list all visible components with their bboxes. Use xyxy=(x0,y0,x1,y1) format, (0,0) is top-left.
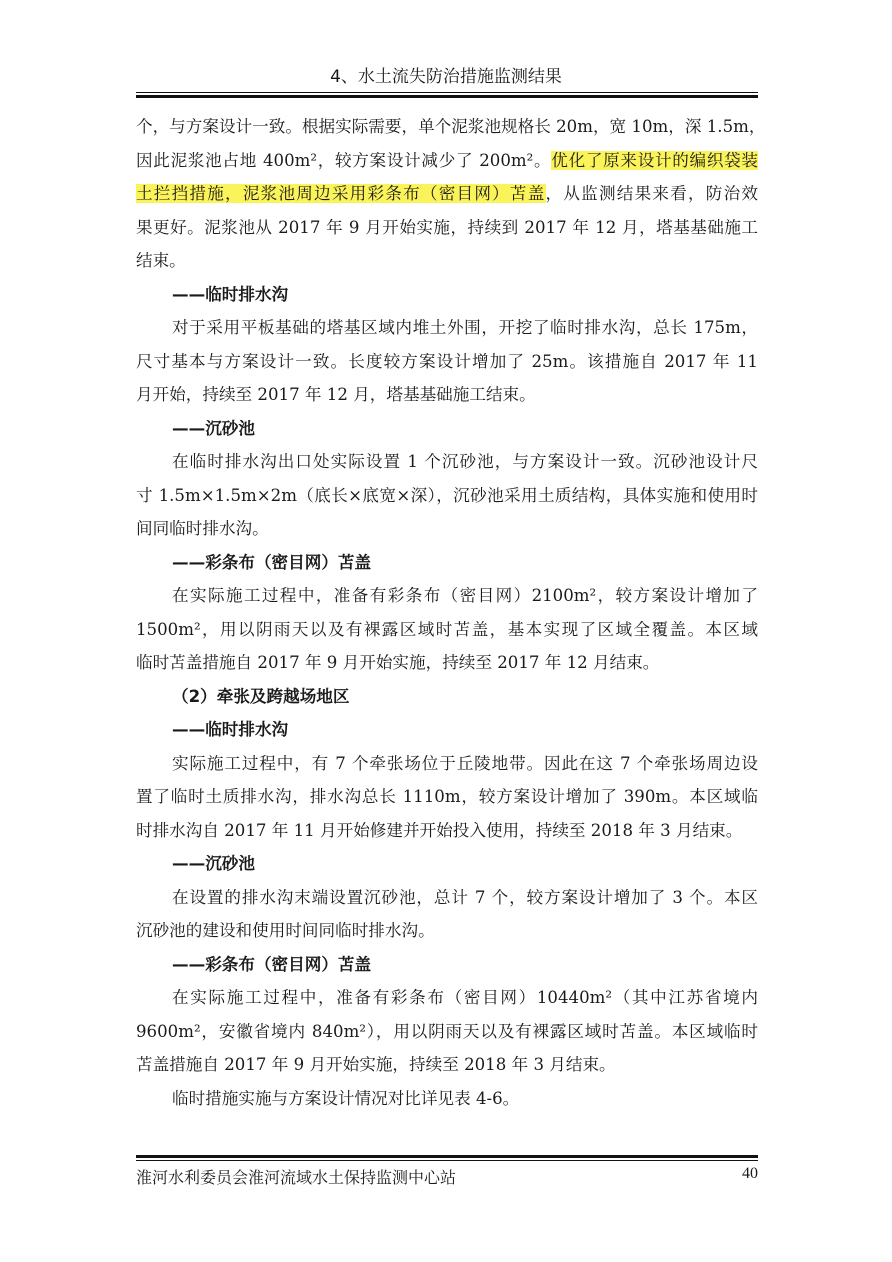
text-line xyxy=(136,378,758,412)
text-segment: 结束。 xyxy=(136,251,186,270)
text-line xyxy=(136,445,758,479)
subheading: ——沉砂池 xyxy=(172,418,255,438)
text-line xyxy=(136,1015,758,1049)
text-line xyxy=(136,981,758,1015)
text-line xyxy=(136,1048,758,1082)
text-segment: 果更好。泥浆池从 2017 年 9 月开始实施，持续到 2017 年 12 月，塔基基础施工 xyxy=(136,217,758,237)
text-line xyxy=(136,613,758,647)
text-segment: 沉砂池的建设和使用时间同临时排水沟。 xyxy=(136,921,435,940)
subheading: ——彩条布（密目网）苫盖 xyxy=(172,954,372,974)
highlighted-text: 优化了原来设计的编织袋装 xyxy=(551,150,759,170)
text-line xyxy=(136,211,758,245)
paragraph xyxy=(136,110,766,278)
footer-organization: 淮河水利委员会淮河流域水土保持监测中心站 xyxy=(136,1168,457,1187)
text-segment: 间同临时排水沟。 xyxy=(136,519,269,538)
paragraph xyxy=(136,981,758,1082)
paragraph xyxy=(136,1082,758,1116)
text-line xyxy=(136,177,758,211)
text-line xyxy=(136,914,758,948)
subheading: ——临时排水沟 xyxy=(172,720,289,739)
highlighted-text: 土拦挡措施，泥浆池周边采用彩条布（密目网）苫盖 xyxy=(136,184,546,203)
footer-rule-thin xyxy=(136,1160,758,1161)
text-line xyxy=(136,747,758,781)
text-segment: 临时措施实施与方案设计情况对比详见表 4-6。 xyxy=(172,1088,520,1108)
text-line xyxy=(136,814,758,848)
text-line xyxy=(136,1082,758,1116)
text-line xyxy=(136,244,758,278)
text-line xyxy=(136,110,766,144)
text-line xyxy=(136,646,758,680)
text-line xyxy=(136,345,758,379)
text-segment: 时排水沟自 2017 年 11 月开始修建并开始投入使用，持续至 2018 年 3 月结束。 xyxy=(136,820,743,840)
text-segment: 寸 1.5m×1.5m×2m（底长×底宽×深），沉砂池采用土质结构，具体实施和使用时 xyxy=(136,485,758,505)
header-rule-thin xyxy=(136,92,758,93)
body-text xyxy=(136,110,766,1115)
paragraph xyxy=(136,445,758,546)
text-segment: 苫盖措施自 2017 年 9 月开始实施，持续至 2018 年 3 月结束。 xyxy=(136,1055,616,1074)
text-segment: 个，与方案设计一致。根据实际需要，单个泥浆池规格长 20m，宽 10m，深 1.5m， xyxy=(136,117,766,136)
text-segment: 9600m²，安徽省境内 840m²），用以阴雨天以及有裸露区域时苫盖。本区域临时 xyxy=(136,1021,758,1041)
paragraph xyxy=(136,747,758,848)
text-segment: 因此泥浆池占地 400m²，较方案设计减少了 200m²。 xyxy=(136,150,552,170)
text-segment: 在设置的排水沟末端设置沉砂池，总计 7 个，较方案设计增加了 3 个。本区 xyxy=(172,887,758,907)
text-segment: 在实际施工过程中，准备有彩条布（密目网）10440m²（其中江苏省境内 xyxy=(172,988,758,1007)
text-segment: 实际施工过程中，有 7 个牵张场位于丘陵地带。因此在这 7 个牵张场周边设 xyxy=(172,753,758,773)
subheading: ——彩条布（密目网）苫盖 xyxy=(172,552,372,572)
text-segment: 尺寸基本与方案设计一致。长度较方案设计增加了 25m。该措施自 2017 年 11 xyxy=(136,351,758,371)
section-title: 4、水土流失防治措施监测结果 xyxy=(330,67,562,87)
subheading: ——沉砂池 xyxy=(172,854,255,873)
paragraph xyxy=(136,579,758,680)
text-segment: 1500m²，用以阴雨天以及有裸露区域时苫盖，基本实现了区域全覆盖。本区域 xyxy=(136,619,758,639)
page-number: 40 xyxy=(742,1165,758,1182)
text-segment: 临时苫盖措施自 2017 年 9 月开始实施，持续至 2017 年 12 月结束。 xyxy=(136,653,660,672)
text-line xyxy=(136,881,758,915)
paragraph xyxy=(136,881,758,948)
text-segment: 在实际施工过程中，准备有彩条布（密目网）2100m²，较方案设计增加了 xyxy=(172,586,758,605)
text-line xyxy=(136,579,758,613)
text-line xyxy=(136,144,758,178)
subheading: （2）牵张及跨越场地区 xyxy=(172,686,350,706)
subheading: ——临时排水沟 xyxy=(172,284,289,304)
text-segment: 对于采用平板基础的塔基区域内堆土外围，开挖了临时排水沟，总长 175m， xyxy=(172,318,758,337)
text-line xyxy=(136,512,758,546)
text-segment: 置了临时土质排水沟，排水沟总长 1110m，较方案设计增加了 390m。本区域临 xyxy=(136,787,758,806)
text-segment: 在临时排水沟出口处实际设置 1 个沉砂池，与方案设计一致。沉砂池设计尺 xyxy=(172,452,758,471)
text-segment: ，从监测结果来看，防治效 xyxy=(545,184,759,203)
paragraph xyxy=(136,311,758,412)
footer-rule-thick xyxy=(136,1155,758,1158)
text-segment: 月开始，持续至 2017 年 12 月，塔基基础施工结束。 xyxy=(136,385,536,404)
text-line xyxy=(136,479,758,513)
text-line xyxy=(136,311,758,345)
text-line xyxy=(136,780,758,814)
header-rule-thick xyxy=(136,95,758,98)
